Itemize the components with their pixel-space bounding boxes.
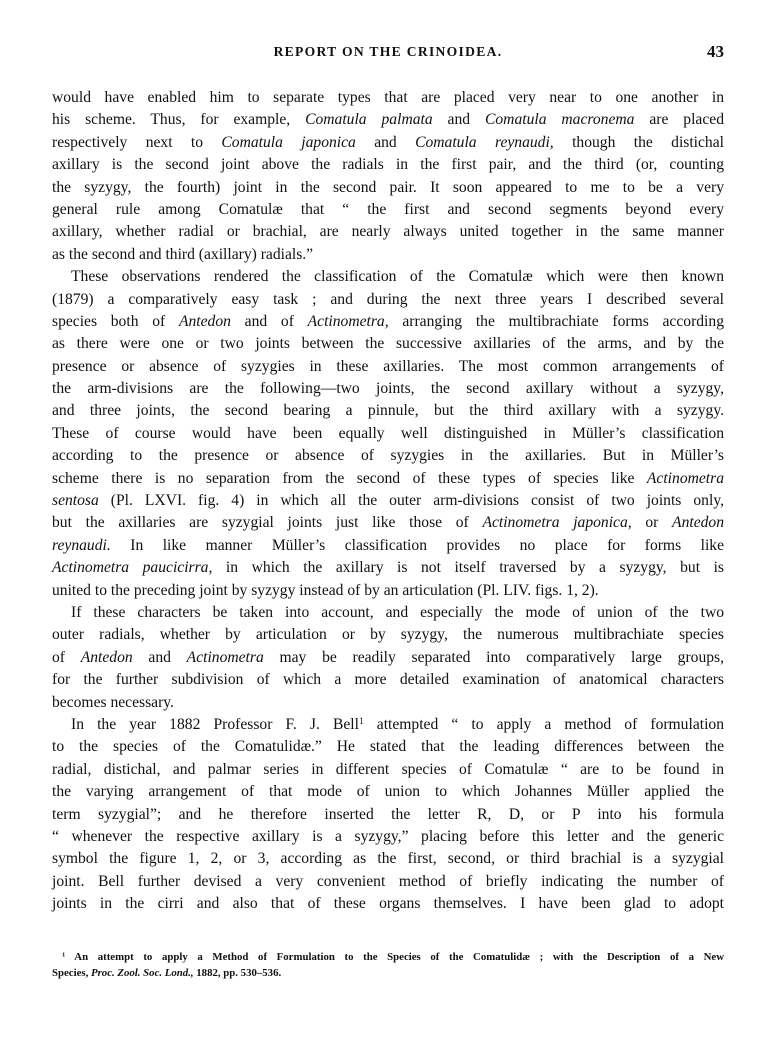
text-line: (1879) a comparatively easy task ; and during the next three years I described several	[52, 290, 724, 308]
genus-name: Antedon	[672, 514, 725, 532]
text-line: sentosa (Pl. LXVI. fig. 4) in which all the outer arm-divisions consist of two joints only,	[52, 492, 724, 510]
text-line: becomes necessary.	[52, 693, 174, 711]
text-line: term syzygial”; and he therefore inserted the letter R, D, or P into his formula	[52, 805, 724, 823]
text-line: axillary, whether radial or brachial, are nearly always united together in the same manner	[52, 223, 724, 241]
running-title: REPORT ON THE CRINOIDEA.	[273, 44, 503, 59]
text-line: as the second and third (axillary) radials.”	[52, 245, 314, 263]
species-name: reynaudi.	[52, 536, 111, 554]
text-line: symbol the figure 1, 2, or 3, according as the first, second, or third brachial is a syzygial	[52, 850, 724, 868]
text-line: outer radials, whether by articulation or by syzygy, the numerous multibrachiate species	[52, 626, 724, 644]
genus-name: Antedon	[80, 648, 133, 666]
text-line: for the further subdivision of which a more detailed examination of anatomical characters	[52, 671, 724, 689]
text-line: respectively next to Comatula japonica and Comatula reynaudi, though the distichal	[52, 133, 724, 151]
taxon-name: Comatula macronema	[484, 111, 635, 129]
text-line: as there were one or two joints between the successive axillaries of the arms, and by the	[52, 335, 724, 353]
text-line: axillary is the second joint above the radials in the first pair, and the third (or, counting	[52, 156, 724, 174]
text-line: reynaudi. In like manner Müller’s classification provides no place for forms like	[52, 536, 724, 554]
footnote-ref[interactable]: 1	[358, 716, 364, 727]
genus-name: Actinometra	[186, 648, 264, 666]
taxon-name: Comatula reynaudi,	[415, 133, 554, 151]
text-line: the syzygy, the fourth) joint in the second pair. It soon appeared to me to be a very	[52, 178, 724, 196]
text-line: presence or absence of syzygies in these axillaries. The most common arrangements of	[52, 357, 724, 375]
text-line: united to the preceding joint by syzygy instead of by an articulation (Pl. LIV. figs. 1, 2).	[52, 581, 599, 599]
paragraph-start: In the year 1882 Professor F. J. Bell$^1$ attempted “ to apply a method of formulation	[71, 715, 724, 733]
taxon-name: Actinometra paucicirra,	[52, 559, 213, 577]
page-number: 43	[707, 42, 724, 61]
page-header	[52, 44, 724, 66]
body-text	[52, 87, 724, 915]
paragraph-start: If these characters be taken into account, and especially the mode of union of the two	[71, 603, 724, 621]
text-line: Actinometra paucicirra, in which the axillary is not itself traversed by a syzygy, but is	[52, 559, 724, 577]
taxon-name: Comatula japonica	[221, 133, 356, 151]
text-line: the arm-divisions are the following—two joints, the second axillary without a syzygy,	[52, 380, 724, 398]
text-line: joint. Bell further devised a very convenient method of briefly indicating the number of	[52, 872, 724, 890]
footnote	[52, 950, 724, 981]
genus-name: Actinometra,	[307, 312, 389, 330]
text-line: the varying arrangement of that mode of union to which Johannes Müller applied the	[52, 783, 724, 801]
text-line: and three joints, the second bearing a pinnule, but the third axillary with a syzygy.	[52, 402, 724, 420]
footnote-line: Species, Proc. Zool. Soc. Lond., 1882, pp. 530–536.	[52, 966, 282, 979]
text-line: his scheme. Thus, for example, Comatula palmata and Comatula macronema are placed	[52, 111, 724, 129]
species-name: sentosa	[52, 492, 99, 510]
text-line: would have enabled him to separate types that are placed very near to one another in	[52, 89, 724, 106]
footnote-marker: 1	[62, 951, 66, 959]
text-line: scheme there is no separation from the second of these types of species like Actinometra	[52, 469, 724, 487]
text-line: species both of Antedon and of Actinometra, arranging the multibrachiate forms according	[52, 312, 724, 330]
text-line: to the species of the Comatulidæ.” He stated that the leading differences between the	[52, 738, 724, 756]
genus-name: Antedon	[178, 312, 231, 330]
paragraph-start: These observations rendered the classification of the Comatulæ which were then known	[71, 268, 724, 286]
journal-title: Proc. Zool. Soc. Lond.,	[91, 966, 194, 979]
taxon-name: Comatula palmata	[305, 111, 433, 129]
text-line: These of course would have been equally well distinguished in Müller’s classification	[52, 424, 724, 442]
text-line: general rule among Comatulæ that “ the first and second segments beyond every	[52, 200, 724, 218]
taxon-name: Actinometra japonica,	[482, 514, 632, 532]
genus-name: Actinometra	[646, 469, 724, 487]
text-line: according to the presence or absence of syzygies in the axillaries. But in Müller’s	[52, 447, 724, 465]
footnote-line: $^1$ An attempt to apply a Method of Formulation to the Species of the Comatulidæ ; with the Description of a New	[62, 951, 724, 963]
text-line: radial, distichal, and palmar series in different species of Comatulæ “ are to be found in	[52, 760, 724, 778]
text-line: “ whenever the respective axillary is a syzygy,” placing before this letter and the generic	[52, 827, 724, 845]
text-line: joints in the cirri and also that of these organs themselves. I have been glad to adopt	[52, 895, 724, 913]
text-line: but the axillaries are syzygial joints just like those of Actinometra japonica, or Antedon	[52, 514, 725, 532]
text-line: of Antedon and Actinometra may be readily separated into comparatively large groups,	[52, 648, 725, 666]
